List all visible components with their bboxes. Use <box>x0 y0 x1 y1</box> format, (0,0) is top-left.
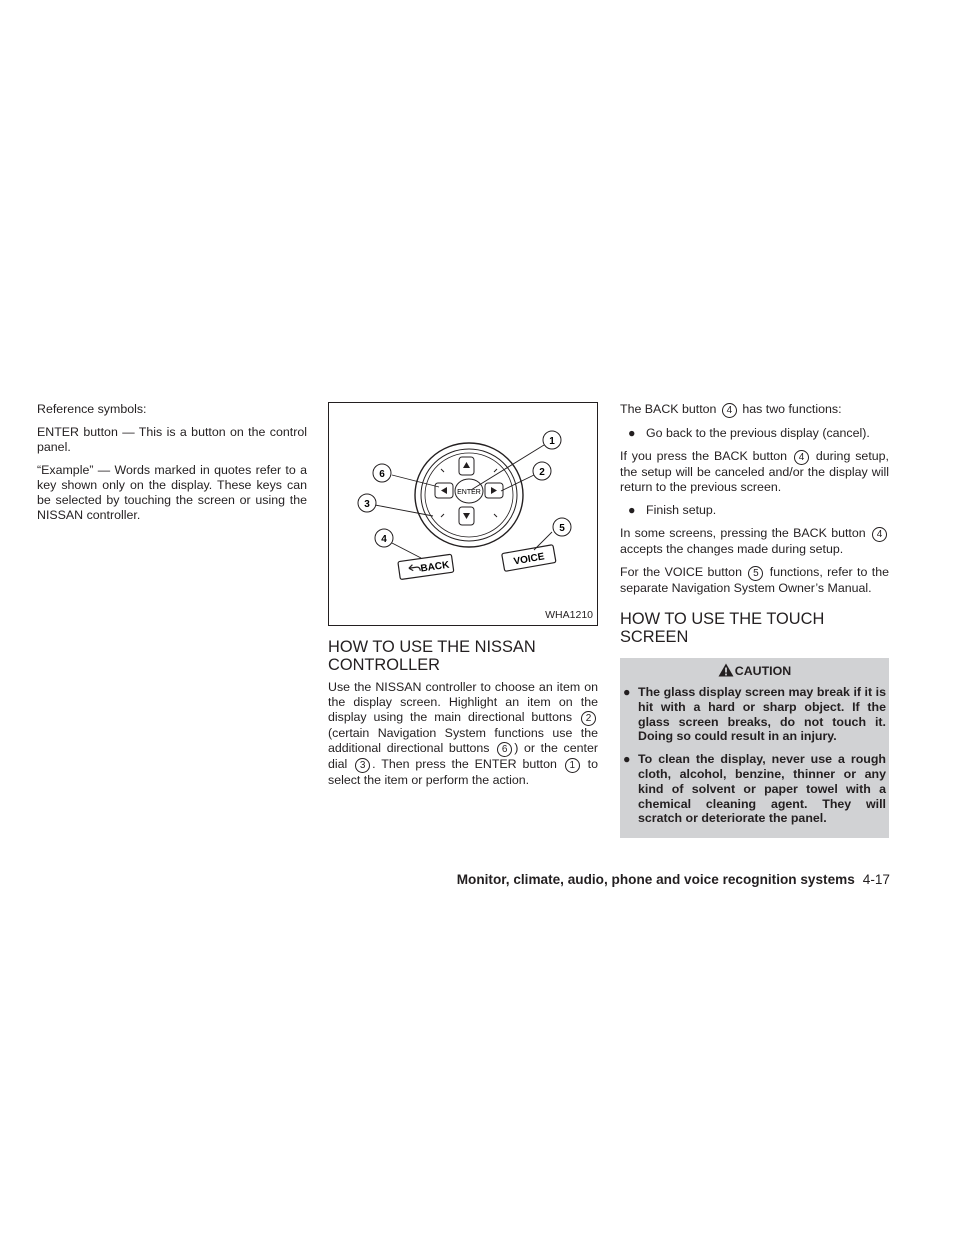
voice-a: For the VOICE button <box>620 565 742 579</box>
controller-paragraph <box>328 680 598 788</box>
controller-text-2: (certain Navigation System functions use the additional directional buttons <box>328 726 598 755</box>
voice-paragraph <box>620 565 889 596</box>
setup-b: during setup, the setup will be canceled and/or the display will return to the previous screen. <box>620 449 889 494</box>
back-intro-b: has two functions: <box>742 402 842 416</box>
callout-1: 1 <box>549 436 555 447</box>
callout-2: 2 <box>539 467 545 478</box>
controller-text-3: ) or the center dial <box>328 741 598 771</box>
page-number: 4-17 <box>862 872 890 887</box>
footer-section-title: Monitor, climate, audio, phone and voice recognition systems <box>456 872 855 887</box>
bullet-1-text: Go back to the previous display (cancel). <box>646 426 870 440</box>
left-column <box>37 402 307 531</box>
page-footer <box>457 872 890 887</box>
setup-paragraph <box>620 449 889 495</box>
callout-ref-5: 5 <box>748 566 763 581</box>
touch-screen-heading: HOW TO USE THE TOUCH SCREEN <box>620 610 825 646</box>
callout-3: 3 <box>364 499 370 510</box>
setup-a: If you press the BACK button <box>620 449 788 463</box>
right-column <box>620 402 889 838</box>
warning-triangle-icon <box>718 663 734 677</box>
caution-title: CAUTION <box>734 664 792 678</box>
callout-ref-4: 4 <box>794 450 809 465</box>
caution-box <box>620 658 889 838</box>
back-button-shape <box>398 554 454 579</box>
controller-drawing <box>329 403 597 625</box>
controller-text-5: to select the item or perform the action. <box>328 757 599 787</box>
bullet-dot: ● <box>623 685 631 699</box>
bullet-2-text: Finish setup. <box>646 503 717 517</box>
callout-ref-4: 4 <box>722 403 737 418</box>
middle-column <box>328 402 598 796</box>
bullet-dot: ● <box>628 426 636 440</box>
back-intro-a: The BACK button <box>620 402 717 416</box>
controller-text-1: Use the NISSAN controller to choose an item on the display screen. Highlight an item on the display using the main directional buttons <box>328 680 598 724</box>
example-definition: “Example” — Words marked in quotes refer to a key shown only on the display. These keys can be selected by touching the screen or using the NISSAN controller. <box>37 463 307 522</box>
figure-code: WHA1210 <box>545 609 593 621</box>
callout-ref-2: 2 <box>581 711 596 726</box>
list-item <box>620 426 889 441</box>
callout-ref-1: 1 <box>565 758 580 773</box>
controller-text-4: . Then press the ENTER button <box>372 757 557 771</box>
list-item <box>623 752 886 826</box>
bullet-dot: ● <box>623 752 631 767</box>
callout-ref-3: 3 <box>355 758 370 773</box>
caution-header <box>623 663 886 679</box>
reference-symbols-label: Reference symbols: <box>37 402 147 416</box>
list-item <box>620 503 889 518</box>
voice-b: functions, refer to the separate Navigation System Owner’s Manual. <box>620 565 889 595</box>
bullet-dot: ● <box>628 503 636 517</box>
callout-4: 4 <box>381 534 387 545</box>
screens-paragraph <box>620 526 889 557</box>
back-intro <box>620 402 889 418</box>
caution-item-2: To clean the display, never use a rough cloth, alcohol, benzine, thinner or any kind of solvent or paper towel with a chemical cleaning agent. They will scratch or deteriorate the panel. <box>638 752 886 826</box>
voice-button-shape <box>502 545 556 572</box>
list-item <box>623 685 886 744</box>
enter-label: ENTER <box>457 489 481 496</box>
enter-button-definition: ENTER button — This is a button on the control panel. <box>37 425 307 454</box>
voice-label: VOICE <box>512 551 546 568</box>
caution-item-1: The glass display screen may break if it is hit with a hard or sharp object. If the glass screen breaks, do not touch it. Doing so could result in an injury. <box>638 685 886 744</box>
callout-ref-4: 4 <box>872 527 887 542</box>
callout-6: 6 <box>379 469 385 480</box>
screens-a: In some screens, pressing the BACK button <box>620 526 866 540</box>
screens-b: accepts the changes made during setup. <box>620 542 844 556</box>
callout-ref-6: 6 <box>497 742 512 757</box>
back-label: BACK <box>419 559 451 575</box>
controller-heading: HOW TO USE THE NISSAN CONTROLLER <box>328 638 536 674</box>
callout-5: 5 <box>559 523 565 534</box>
controller-illustration <box>328 402 598 626</box>
